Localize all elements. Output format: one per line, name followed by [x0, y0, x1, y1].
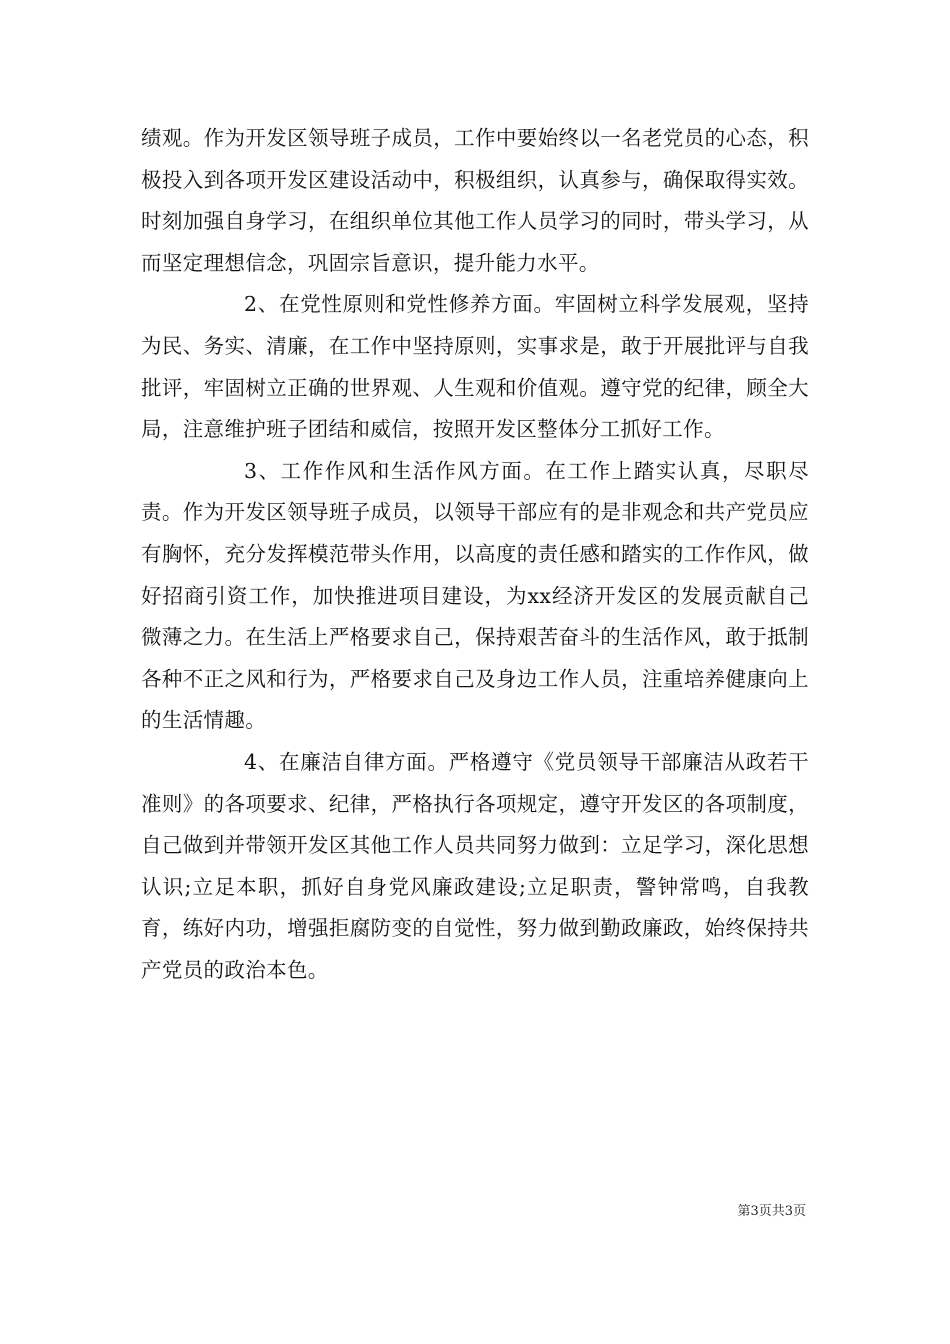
document-body	[141, 118, 809, 991]
paragraph-integrity: 4、在廉洁自律方面。严格遵守《党员领导干部廉洁从政若干准则》的各项要求、纪律，严格执行各项规定，遵守开发区的各项制度，自己做到并带领开发区其他工作人员共同努力做到：立足学习，深化思想认识;立足本职，抓好自身党风廉政建设;立足职责，警钟常鸣，自我教育，练好内功，增强拒腐防变的自觉性，努力做到勤政廉政，始终保持共产党员的政治本色。	[141, 749, 809, 982]
paragraph-work-style: 3、工作作风和生活作风方面。在工作上踏实认真，尽职尽责。作为开发区领导班子成员，以领导干部应有的是非观念和共产党员应有胸怀，充分发挥模范带头作用，以高度的责任感和踏实的工作作风，做好招商引资工作，加快推进项目建设，为xx经济开发区的发展贡献自己微薄之力。在生活上严格要求自己，保持艰苦奋斗的生活作风，敢于抵制各种不正之风和行为，严格要求自己及身边工作人员，注重培养健康向上的生活情趣。	[141, 458, 809, 733]
page-number-footer: 第3页共3页	[737, 1204, 806, 1219]
paragraph-party-principles: 2、在党性原则和党性修养方面。牢固树立科学发展观，坚持为民、务实、清廉，在工作中坚持原则，实事求是，敢于开展批评与自我批评，牢固树立正确的世界观、人生观和价值观。遵守党的纪律，顾全大局，注意维护班子团结和威信，按照开发区整体分工抓好工作。	[141, 292, 809, 442]
paragraph-continuation: 绩观。作为开发区领导班子成员，工作中要始终以一名老党员的心态，积极投入到各项开发区建设活动中，积极组织，认真参与，确保取得实效。时刻加强自身学习，在组织单位其他工作人员学习的同时，带头学习，从而坚定理想信念，巩固宗旨意识，提升能力水平。	[141, 126, 809, 275]
